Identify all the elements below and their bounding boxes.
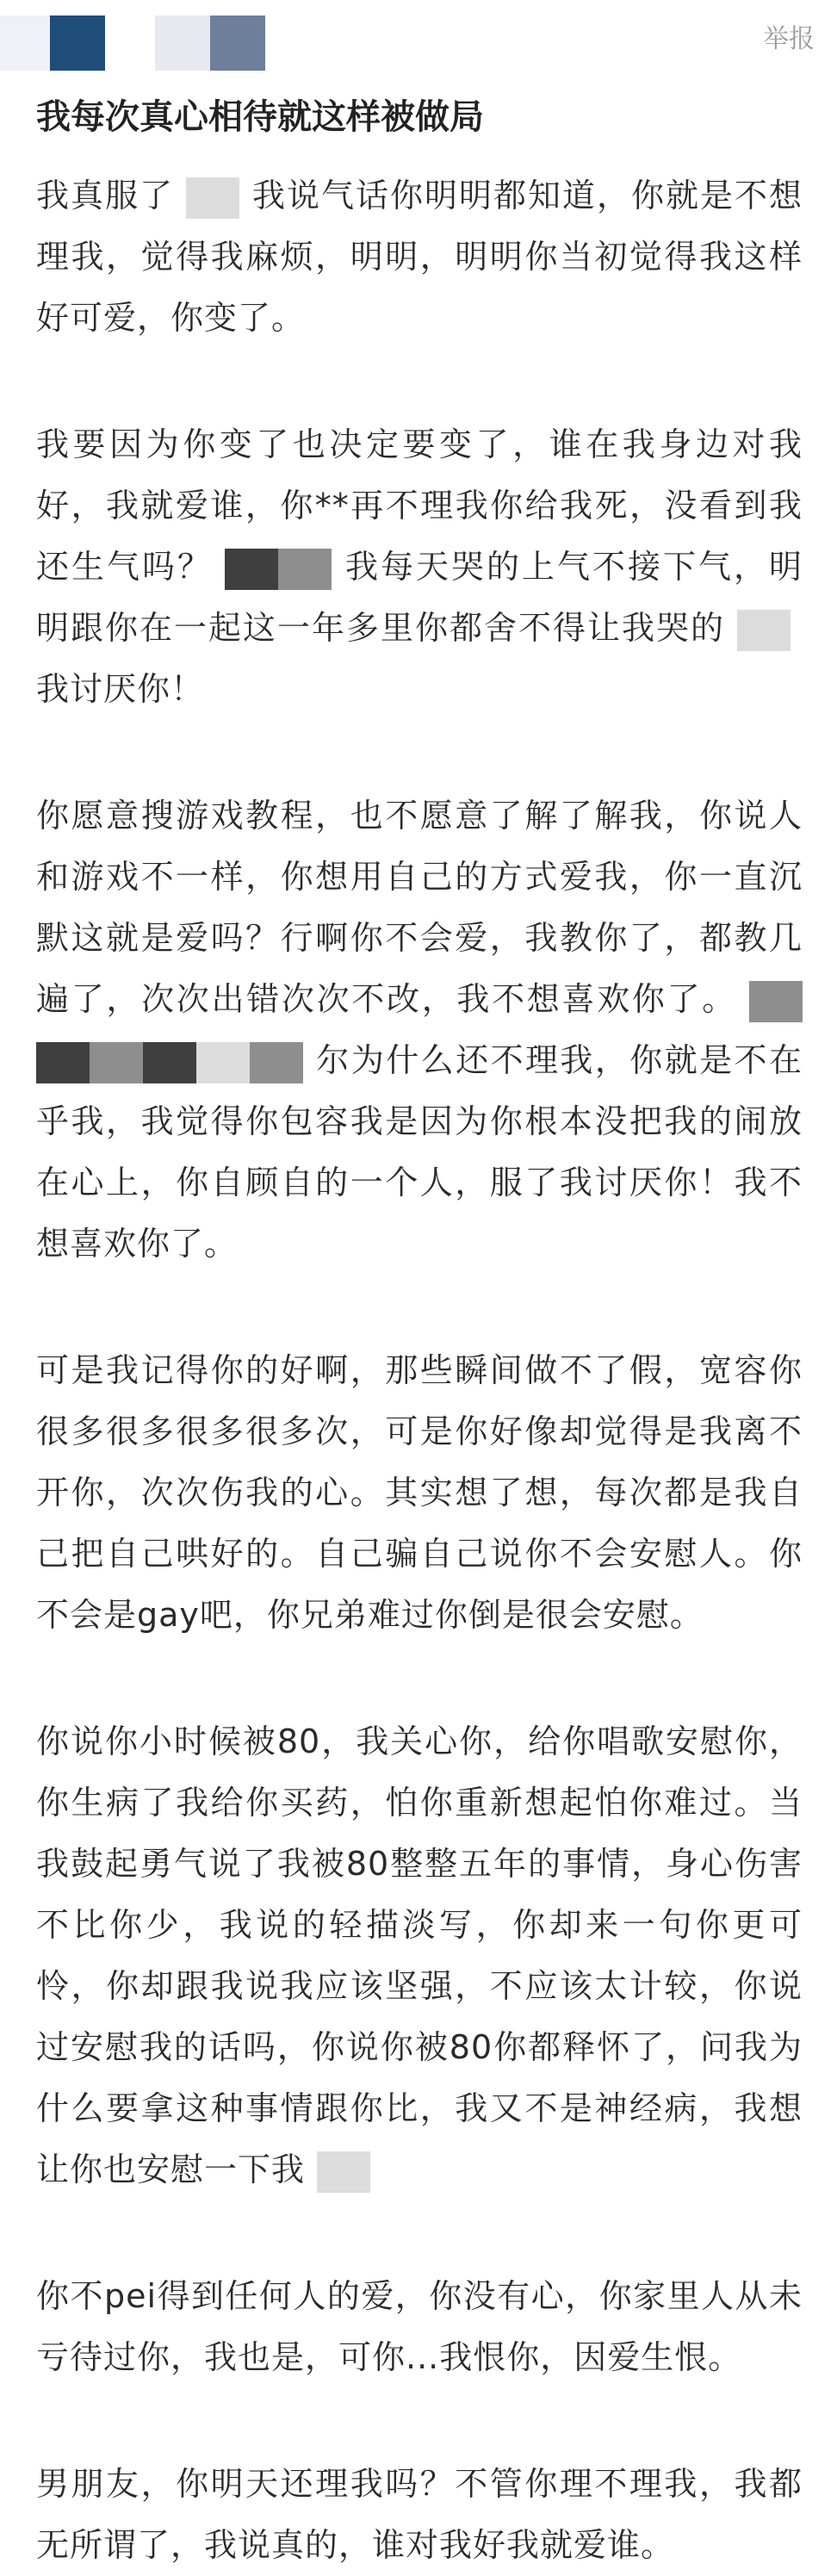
redaction-block	[196, 1042, 250, 1083]
redaction-block	[186, 177, 239, 219]
report-link[interactable]: 举报	[763, 24, 815, 54]
post-paragraph	[36, 2266, 803, 2388]
redaction-block	[36, 1042, 90, 1083]
paragraph-text: 尔为什么还不理我，你就是不在乎我，我觉得你包容我是因为你根本没把我的闹放在心上，你自顾自的一个人，服了我讨厌你！我不想喜欢你了。	[36, 1041, 803, 1263]
paragraph-text: 我每天哭的上气不接下气，明明跟你在一起这一年多里你都舍不得让我哭的	[36, 548, 803, 647]
post-header	[0, 0, 837, 86]
redaction-mosaic	[225, 548, 332, 586]
redaction-block	[737, 610, 790, 651]
redaction-mosaic	[317, 2151, 370, 2188]
paragraph-text: 男朋友，你明天还理我吗？不管你理不理我，我都无所谓了，我说真的，谁对我好我就爱谁。	[36, 2465, 803, 2564]
paragraph-text: 你不pei得到任何人的爱，你没有心，你家里人从未亏待过你，我也是，可你...我恨你，因爱生恨。	[36, 2277, 803, 2376]
redaction-mosaic	[186, 177, 239, 214]
avatar-mosaic-tile	[210, 16, 265, 71]
post-paragraph	[36, 1711, 803, 2200]
paragraph-text: 可是我记得你的好啊，那些瞬间做不了假，宽容你很多很多很多很多次，可是你好像却觉得是我离不开你，次次伤我的心。其实想了想，每次都是我自己把自己哄好的。自己骗自己说你不会安慰人。你不会是gay吧，你兄弟难过你倒是很会安慰。	[36, 1351, 803, 1634]
redaction-block	[225, 549, 278, 590]
post-paragraph	[36, 165, 803, 349]
redaction-mosaic	[737, 609, 790, 647]
avatar-mosaic	[0, 16, 276, 71]
redaction-block	[250, 1042, 303, 1083]
post-paragraph	[36, 414, 803, 720]
paragraph-text: 我真服了	[36, 177, 174, 214]
post-paragraph	[36, 1340, 803, 1646]
paragraph-text: 你愿意搜游戏教程，也不愿意了解了解我，你说人和游戏不一样，你想用自己的方式爱我，你一直沉默这就是爱吗？行啊你不会爱，我教你了，都教几遍了，次次出错次次不改，我不想喜欢你了。	[36, 797, 803, 1018]
redaction-block	[278, 549, 332, 590]
paragraph-text: 我讨厌你！	[36, 670, 205, 708]
post-title: 我每次真心相待就这样被做局	[36, 97, 484, 137]
redaction-block	[90, 1042, 143, 1083]
paragraph-text: 我说气话你明明都知道，你就是不想理我，觉得我麻烦，明明，明明你当初觉得我这样好可爱，你变了。	[36, 177, 803, 337]
paragraph-text: 你说你小时候被80，我关心你，给你唱歌安慰你，你生病了我给你买药，怕你重新想起怕你难过。当我鼓起勇气说了我被80整整五年的事情，身心伤害不比你少，我说的轻描淡写，你却来一句你更可怜，你却跟我说我应该坚强，不应该太计较，你说过安慰我的话吗，你说你被80你都释怀了，问我为什么要拿这种事情跟你比，我又不是神经病，我想让你也安慰一下我	[36, 1723, 803, 2188]
redaction-block	[317, 2151, 370, 2193]
avatar-mosaic-tile	[155, 16, 210, 71]
post-paragraph	[36, 785, 803, 1275]
redaction-block	[749, 981, 803, 1022]
avatar-mosaic-tile	[50, 16, 105, 71]
paragraph-text: 我要因为你变了也决定要变了，谁在我身边对我好，我就爱谁，你**再不理我你给我死，没看到我还生气吗？	[36, 425, 803, 586]
post-body	[36, 165, 803, 2576]
redaction-block	[143, 1042, 196, 1083]
avatar-mosaic-tile	[0, 16, 50, 71]
